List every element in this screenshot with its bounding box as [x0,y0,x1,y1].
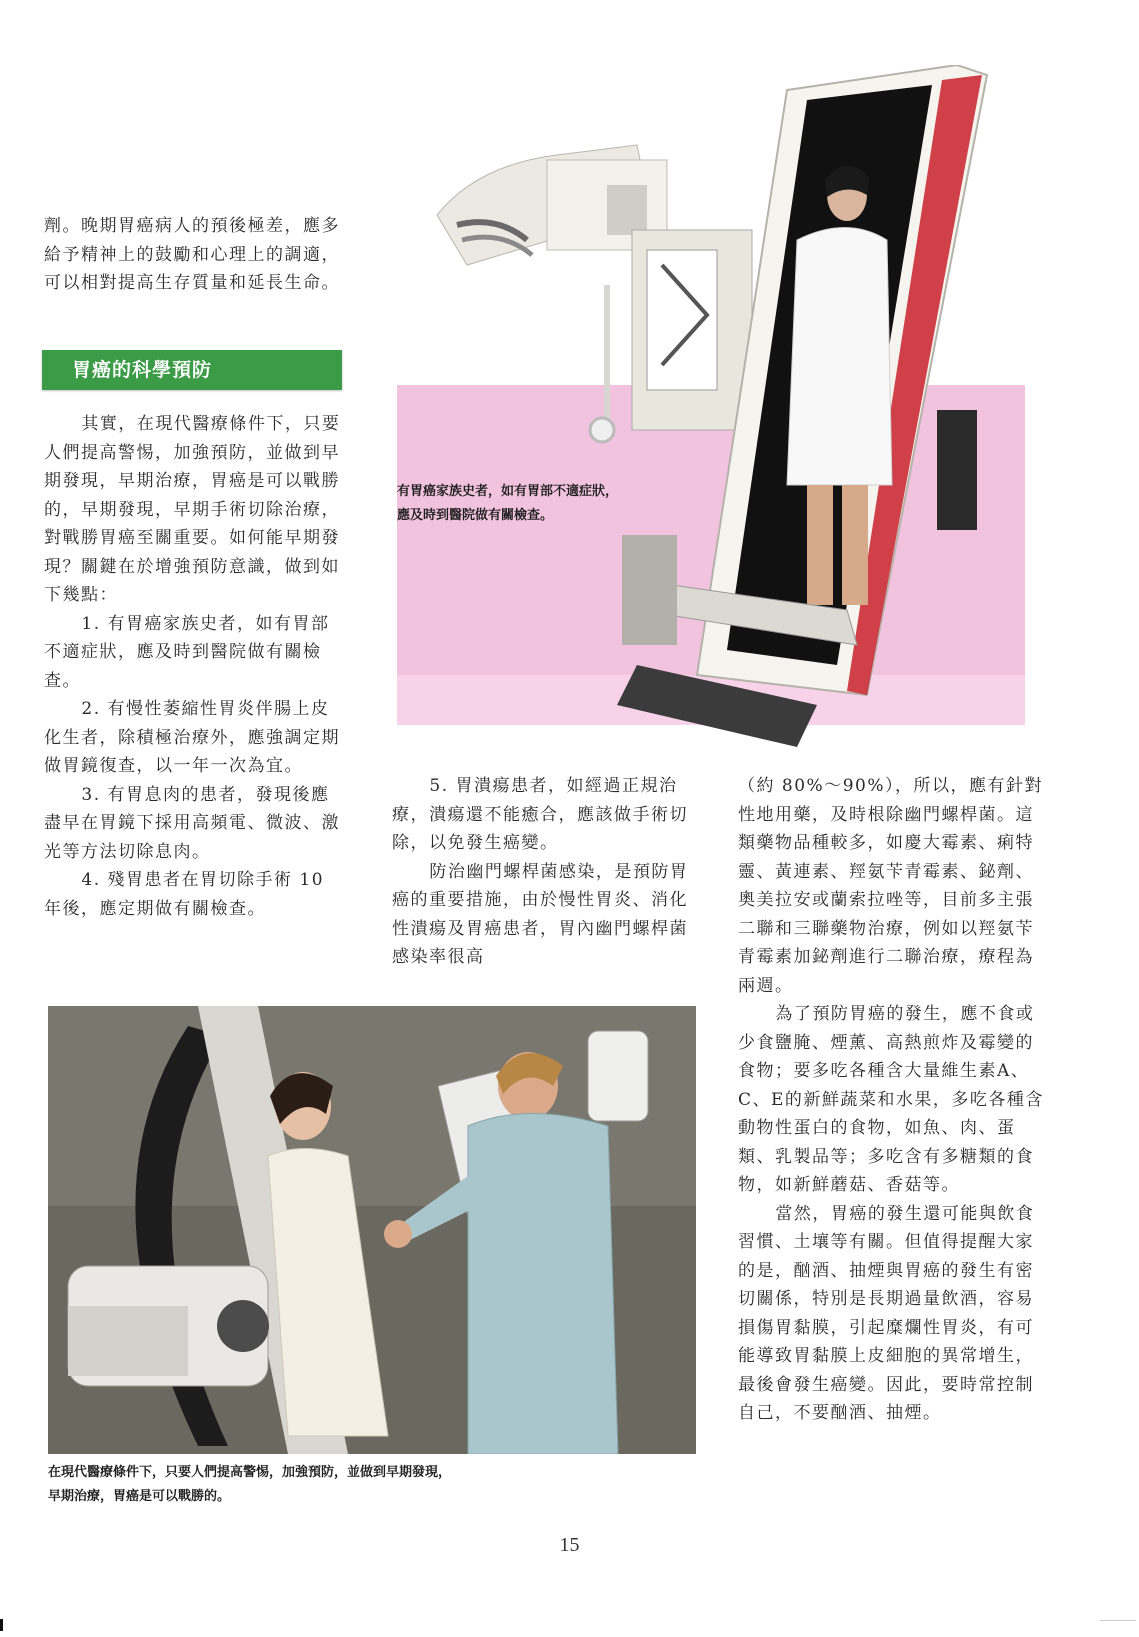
intro-paragraph [44,212,344,298]
body-paragraph: 為了預防胃癌的發生，應不食或少食鹽腌、煙薰、高熱煎炸及霉變的食物；要多吃各種含大量維生素A、C、E的新鮮蔬菜和水果，多吃各種含動物性蛋白的食物，如魚、肉、蛋類、乳製品等；多吃含有多糖類的食物，如新鮮蘑菇、香菇等。 [738,1004,1044,1195]
caption-line: 有胃癌家族史者，如有胃部不適症狀， [397,484,619,499]
doctor-patient-illustration [48,1006,696,1454]
xray-exam-photo [48,1006,696,1454]
xray-standing-illustration [397,65,1025,747]
caption-line: 應及時到醫院做有關檢查。 [397,508,554,523]
body-paragraph: 其實，在現代醫療條件下，只要人們提高警惕，加強預防，並做到早期發現，早期治療，胃癌是可以戰勝的，早期發現，早期手術切除治療，對戰勝胃癌至關重要。如何能早期發現？關鍵在於增強預防意識，做到如下幾點： [44,414,341,605]
list-item-5: 5. 胃潰瘍患者，如經過正規治療，潰瘍還不能癒合，應該做手術切除，以免發生癌變。 [392,776,688,853]
photo-caption-bottom [48,1461,748,1509]
caption-line: 早期治療，胃癌是可以戰勝的。 [48,1489,231,1504]
column-2 [392,772,694,972]
column-3 [738,772,1044,1428]
divider [1100,1620,1136,1621]
section-heading: 胃癌的科學預防 [42,350,342,390]
list-item-1: 1. 有胃癌家族史者，如有胃部不適症狀，應及時到醫院做有關檢查。 [44,613,330,691]
list-item-4: 4. 殘胃患者在胃切除手術 10 年後，應定期做有關檢查。 [44,870,325,919]
body-paragraph: （約 80%～90%），所以，應有針對性地用藥，及時根除幽門螺桿菌。這類藥物品種較多，如慶大霉素、痢特靈、黃連素、羥氨苄青霉素、鉍劑、奧美拉安或蘭索拉唑等，目前多主張二聯和三聯藥物治療，例如以羥氨苄青霉素加鉍劑進行二聯治療，療程為兩週。 [738,776,1043,996]
edge-mark [0,1619,3,1631]
page-number: 15 [559,1534,580,1556]
caption-line: 在現代醫療條件下，只要人們提高警惕，加強預防，並做到早期發現， [48,1465,452,1480]
photo-caption-top [397,480,697,528]
xray-machine-photo [397,65,1025,747]
body-paragraph: 防治幽門螺桿菌感染，是預防胃癌的重要措施，由於慢性胃炎、消化性潰瘍及胃癌患者，胃內幽門螺桿菌感染率很高 [392,861,689,967]
intro-text: 劑。晚期胃癌病人的預後極差，應多給予精神上的鼓勵和心理上的調適，可以相對提高生存質量和延長生命。 [44,216,340,293]
column-1 [44,410,346,923]
list-item-3: 3. 有胃息肉的患者，發現後應盡早在胃鏡下採用高頻電、微波、激光等方法切除息肉。 [44,784,340,862]
list-item-2: 2. 有慢性萎縮性胃炎伴腸上皮化生者，除積極治療外，應強調定期做胃鏡復查，以一年一次為宜。 [44,699,340,776]
body-paragraph: 當然，胃癌的發生還可能與飲食習慣、土壤等有關。但值得提醒大家的是，酗酒、抽煙與胃癌的發生有密切關係，特別是長期過量飲酒，容易損傷胃黏膜，引起糜爛性胃炎，有可能導致胃黏膜上皮細胞的異常增生，最後會發生癌變。因此，要時常控制自己，不要酗酒、抽煙。 [738,1203,1035,1423]
